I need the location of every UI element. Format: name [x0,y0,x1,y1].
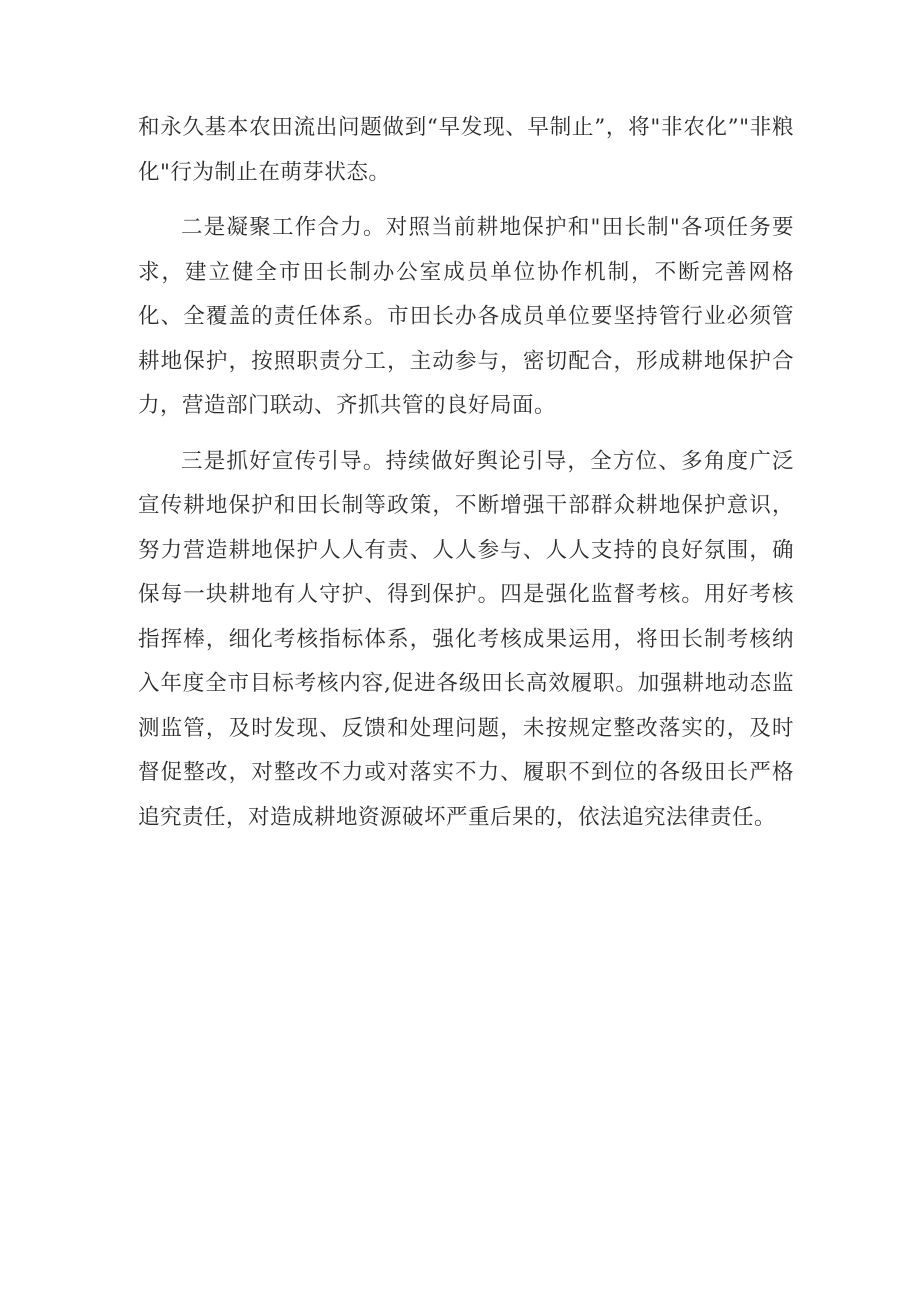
paragraph-publicity-supervision: 三是抓好宣传引导。持续做好舆论引导，全方位、多角度广泛宣传耕地保护和田长制等政策，不断增强干部群众耕地保护意识，努力营造耕地保护人人有责、人人参与、人人支持的良好氛围，确保每一块耕地有人守护、得到保护。四是强化监督考核。用好考核指挥棒，细化考核指标体系，强化考核成果运用，将田长制考核纳入年度全市目标考核内容,促进各级田长高效履职。加强耕地动态监测监管，及时发现、反馈和处理问题，未按规定整改落实的，及时督促整改，对整改不力或对落实不力、履职不到位的各级田长严格追究责任，对造成耕地资源破坏严重后果的，依法追究法律责任。 [138,448,794,830]
document-body [138,106,794,840]
paragraph-gap [138,195,794,206]
paragraph-gap [138,429,794,440]
paragraph-teamwork: 二是凝聚工作合力。对照当前耕地保护和"田长制"各项任务要求，建立健全市田长制办公室成员单位协作机制，不断完善网格化、全覆盖的责任体系。市田长办各成员单位要坚持管行业必须管耕地保护，按照职责分工，主动参与，密切配合，形成耕地保护合力，营造部门联动、齐抓共管的良好局面。 [138,215,794,418]
paragraph-continuation: 和永久基本农田流出问题做到“早发现、早制止”，将"非农化”"非粮化"行为制止在萌芽状态。 [138,115,794,185]
